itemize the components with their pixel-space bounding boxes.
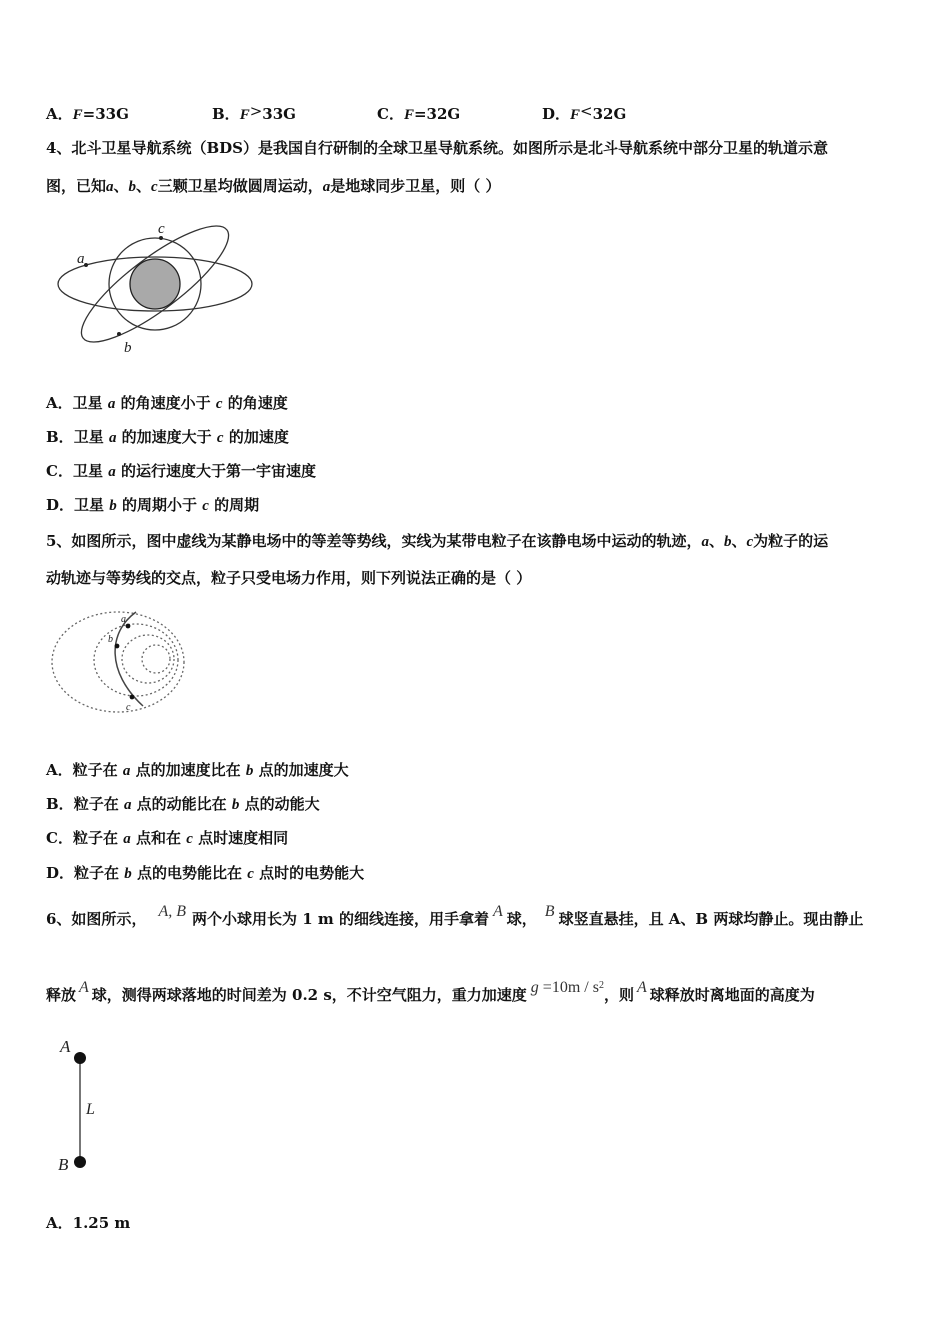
ball-b <box>74 1156 86 1168</box>
q6-option-a[interactable]: A．1.25 m <box>46 1214 131 1232</box>
equipotential-4 <box>142 645 170 673</box>
q5-option-a[interactable]: A．粒子在 a 点的加速度比在 b 点的加速度大 <box>46 761 349 779</box>
label-c: c <box>126 702 131 713</box>
label-c: c <box>158 221 165 237</box>
label-a: a <box>121 614 126 625</box>
q6-balls-figure <box>50 1030 130 1180</box>
label-b: b <box>124 340 132 356</box>
label-l: L <box>86 1101 95 1118</box>
q5-option-c[interactable]: C．粒子在 a 点和在 c 点时速度相同 <box>46 829 289 847</box>
q5-option-d[interactable]: D．粒子在 b 点的电势能比在 c 点时的电势能大 <box>46 864 365 882</box>
label-b: b <box>108 634 113 645</box>
label-b: B <box>58 1155 69 1174</box>
q4-option-c[interactable]: C．卫星 a 的运行速度大于第一宇宙速度 <box>46 462 316 480</box>
point-b-dot <box>115 644 120 649</box>
q4-option-a[interactable]: A．卫星 a 的角速度小于 c 的角速度 <box>46 394 288 412</box>
q5-stem-line1: 5、如图所示，图中虚线为某静电场中的等差等势线，实线为某带电粒子在该静电场中运动的轨迹，a、b、c为粒子的运 <box>46 532 829 550</box>
q4-option-d[interactable]: D．卫星 b 的周期小于 c 的周期 <box>46 496 260 514</box>
label-a: a <box>77 251 85 267</box>
satellite-b-dot <box>117 332 121 336</box>
q6-stem-line1: 6、如图所示， A, B 两个小球用长为 1 m 的细线连接，用手拿着 A 球， B 球竖直悬挂，且 A、B 两球均静止。现由静止 <box>46 903 864 928</box>
q3-option-d[interactable]: D．F<32G <box>542 102 627 123</box>
satellite-a-dot <box>84 263 88 267</box>
equipotential-1 <box>52 612 184 712</box>
q3-option-c[interactable]: C．F=32G <box>377 105 461 123</box>
q5-field-figure <box>48 602 188 722</box>
q4-stem-line1: 4、北斗卫星导航系统（BDS）是我国自行研制的全球卫星导航系统。如图所示是北斗导航系统中部分卫星的轨道示意 <box>46 139 828 157</box>
label-a: A <box>60 1037 71 1056</box>
q3-option-a[interactable]: A．F=33G <box>46 105 129 123</box>
q4-option-b[interactable]: B．卫星 a 的加速度大于 c 的加速度 <box>46 428 289 446</box>
earth-disc <box>130 259 180 309</box>
q4-stem-line2: 图，已知a、b、c三颗卫星均做圆周运动，a是地球同步卫星，则（ ） <box>46 177 501 195</box>
q3-option-b[interactable]: B．F>33G <box>212 102 296 123</box>
q6-stem-line2: 释放 A 球，测得两球落地的时间差为 0.2 s，不计空气阻力，重力加速度 $g =10m / s^2$，则 A 球释放时离地面的高度为 <box>46 979 815 1004</box>
point-a-dot <box>126 624 131 629</box>
q4-orbit-figure <box>55 212 260 360</box>
point-c-dot <box>130 695 135 700</box>
q5-option-b[interactable]: B．粒子在 a 点的动能比在 b 点的动能大 <box>46 795 320 813</box>
equipotential-3 <box>122 635 174 683</box>
ball-a <box>74 1052 86 1064</box>
q5-stem-line2: 动轨迹与等势线的交点，粒子只受电场力作用，则下列说法正确的是（ ） <box>46 569 532 587</box>
equipotential-2 <box>94 624 178 696</box>
